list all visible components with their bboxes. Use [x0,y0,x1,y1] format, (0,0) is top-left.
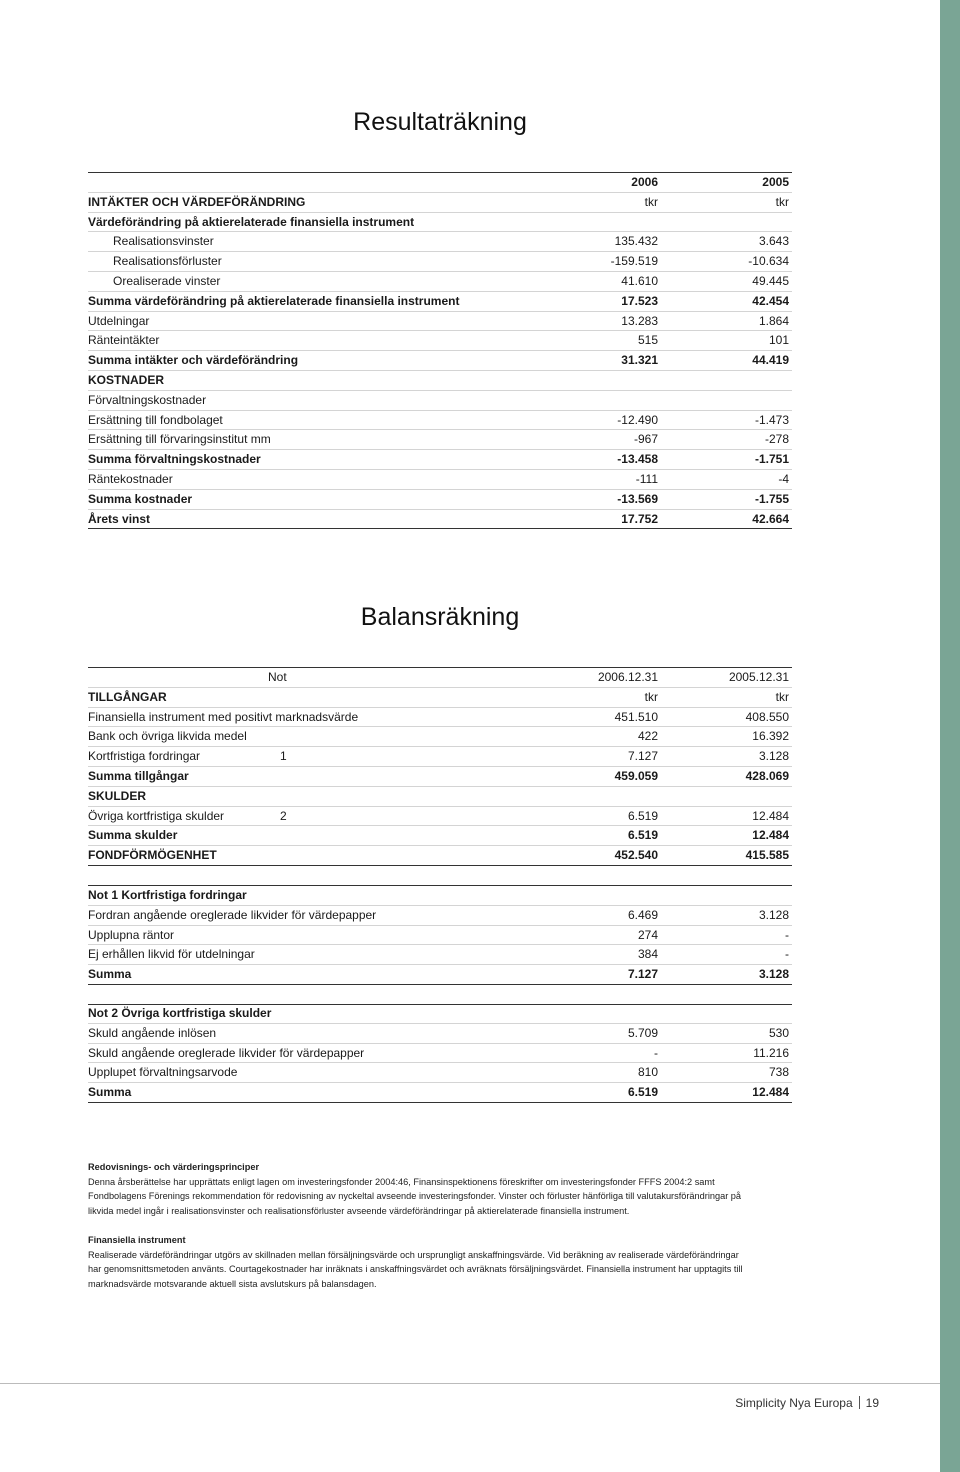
row-label: Övriga kortfristiga skulder [88,808,225,823]
row-value-2005: -278 [764,432,789,447]
principles-line: Denna årsberättelse har upprättats enligt lagen om investeringsfonder 2004:46, Finansinspektionens föreskrifter om investeringsfonder FFFS 2004:2 samt [88,1176,715,1187]
balance-col1-header: 2006.12.31 [597,670,658,684]
row-value-2005: 12.484 [752,1085,789,1100]
row-label: Realisationsvinster [113,234,214,249]
table-row [88,232,792,252]
table-row [88,490,792,510]
row-value-2006: -13.569 [617,491,658,506]
row-label: Årets vinst [88,511,151,526]
row-value-2006: 6.519 [627,808,658,823]
principles-heading: Redovisnings- och värderingsprinciper [88,1162,260,1172]
table-row [88,965,792,985]
row-value-2006: 274 [637,927,658,942]
row-value-2005: -1.755 [754,491,789,506]
principles-block [88,1160,808,1218]
section-heading: Not 1 Kortfristiga fordringar [88,888,247,902]
row-label: Ej erhållen likvid för utdelningar [88,947,255,962]
row-value-2006: 5.709 [627,1025,658,1040]
income-col2-header: 2005 [762,175,789,189]
row-note-ref: 2 [280,808,287,823]
row-label: Finansiella instrument med positivt marknadsvärde [88,709,359,724]
table-row [88,430,792,450]
row-label: Summa tillgångar [88,768,189,783]
row-value-2006: 459.059 [614,768,658,783]
table-row [88,371,792,391]
table-row [88,193,792,213]
row-value-2005: 3.128 [758,907,789,922]
row-label: Summa värdeförändring på aktierelaterade finansiella instrument [88,293,460,308]
row-value-2005: 738 [768,1065,789,1080]
instruments-block [88,1233,808,1291]
row-value-2005: 101 [768,333,789,348]
row-label: FONDFÖRMÖGENHET [88,848,217,863]
row-label: Förvaltningskostnader [88,392,207,407]
row-label: Summa [88,967,132,982]
row-value-2006: -159.519 [610,254,658,269]
row-value-2005: - [785,947,789,962]
balance-title: Balansräkning [360,603,520,631]
row-label: Ersättning till fondbolaget [88,412,223,427]
table-row [88,450,792,470]
row-value-2005: tkr [775,689,789,704]
row-value-2005: 49.445 [752,273,789,288]
row-label: Skuld angående inlösen [88,1025,217,1040]
row-value-2005: 16.392 [752,729,789,744]
row-value-2006: 6.469 [627,907,658,922]
table-row [88,708,792,728]
table-row [88,1063,792,1083]
table-row [88,1083,792,1103]
row-value-2005: 3.643 [758,234,789,249]
table-row [88,312,792,332]
row-value-2006: -13.458 [617,452,658,467]
note1-title [88,886,792,906]
row-value-2006: 422 [637,729,658,744]
table-row [88,292,792,312]
note1-table [88,886,792,985]
table-row [88,510,792,530]
row-value-2005: -10.634 [748,254,789,269]
footer-rule [0,1383,940,1384]
row-label: SKULDER [88,788,147,803]
row-label: Realisationsförluster [113,254,222,269]
row-value-2006: 7.127 [627,749,658,764]
row-value-2005: tkr [775,194,789,209]
table-row [88,1044,792,1064]
row-value-2005: - [785,927,789,942]
row-label: Fordran angående oreglerade likvider för värdepapper [88,907,377,922]
side-accent-bar [940,0,960,1472]
row-value-2006: 135.432 [614,234,658,249]
row-value-2006: 7.127 [627,967,658,982]
row-value-2006: 6.519 [627,1085,658,1100]
table-row [88,906,792,926]
table-row [88,1024,792,1044]
table-row [88,272,792,292]
row-label: Bank och övriga likvida medel [88,729,247,744]
row-label: Räntekostnader [88,471,173,486]
page-footer [735,1396,879,1410]
row-value-2006: -967 [633,432,658,447]
row-value-2005: 530 [768,1025,789,1040]
note2-table [88,1004,792,1103]
row-value-2006: 6.519 [627,828,658,843]
row-value-2006: 384 [637,947,658,962]
row-label: INTÄKTER OCH VÄRDEFÖRÄNDRING [88,194,306,209]
row-label: Kortfristiga fordringar [88,749,201,764]
table-row [88,411,792,431]
table-row [88,787,792,807]
row-value-2005: 3.128 [758,967,789,982]
row-value-2006: 31.321 [621,353,658,368]
row-label: Upplupna räntor [88,927,175,942]
table-row [88,945,792,965]
table-row [88,252,792,272]
row-value-2005: -1.751 [754,452,789,467]
note-col-header: Not [268,670,287,684]
table-row [88,351,792,371]
instruments-heading: Finansiella instrument [88,1235,186,1245]
publication-name: Simplicity Nya Europa [735,1396,853,1410]
row-label: Summa förvaltningskostnader [88,452,261,467]
row-value-2006: -12.490 [617,412,658,427]
row-value-2006: 17.523 [621,293,658,308]
table-row [88,688,792,708]
row-value-2006: 515 [637,333,658,348]
table-row [88,727,792,747]
row-note-ref: 1 [280,749,287,764]
table-row [88,926,792,946]
table-row [88,846,792,866]
table-row [88,331,792,351]
row-label: Summa intäkter och värdeförändring [88,353,299,368]
row-value-2005: 408.550 [745,709,789,724]
row-value-2005: 44.419 [752,353,789,368]
income-header-row [88,173,792,193]
balance-header-row [88,668,792,688]
row-label: TILLGÅNGAR [88,689,167,704]
row-label: Ränteintäkter [88,333,160,348]
principles-line: likvida medel ingår i realisationsvinster och realisationsförluster avseende värdeförändringar på aktierelaterade finansiella instrument. [88,1205,630,1216]
row-value-2005: 3.128 [758,749,789,764]
row-value-2005: 12.484 [752,828,789,843]
row-value-2005: 415.585 [745,848,789,863]
row-label: Summa kostnader [88,491,193,506]
row-value-2005: 11.216 [753,1045,789,1060]
table-row [88,807,792,827]
row-value-2006: 452.540 [614,848,658,863]
section-heading: Not 2 Övriga kortfristiga skulder [88,1006,272,1020]
row-value-2005: -4 [778,471,789,486]
table-row [88,470,792,490]
row-value-2006: 13.283 [621,313,658,328]
row-value-2006: tkr [644,689,658,704]
note2-title [88,1004,792,1024]
row-label: Utdelningar [88,313,150,328]
row-value-2006: 41.610 [621,273,658,288]
row-label: KOSTNADER [88,372,165,387]
instruments-line: har genomsnittsmetoden använts. Courtagekostnader har inräknats i anskaffningsvärdet och avräknats försäljningsvärdet. Finansiella instrument har upptagits till [88,1264,743,1274]
row-label: Värdeförändring på aktierelaterade finansiella instrument [88,214,415,229]
row-value-2006: - [654,1045,658,1060]
footer-divider [859,1396,860,1409]
balance-col2-header: 2005.12.31 [728,670,789,684]
table-row [88,767,792,787]
row-value-2006: 17.752 [621,511,658,526]
row-value-2005: 428.069 [745,768,789,783]
income-title: Resultaträkning [353,108,527,136]
page-number: 19 [865,1396,879,1410]
table-row [88,213,792,233]
instruments-line: marknadsvärde motsvarande aktuell sista avslutskurs på balansdagen. [88,1278,377,1289]
row-value-2005: -1.473 [754,412,789,427]
row-label: Upplupet förvaltningsarvode [88,1065,238,1080]
table-row [88,391,792,411]
income-col1-header: 2006 [631,175,658,189]
row-label: Ersättning till förvaringsinstitut mm [88,432,271,447]
row-label: Summa skulder [88,828,178,843]
row-value-2006: 451.510 [614,709,658,724]
row-value-2005: 42.454 [752,293,789,308]
income-table [88,173,792,529]
row-value-2005: 42.664 [752,511,789,526]
instruments-line: Realiserade värdeförändringar utgörs av skillnaden mellan försäljningsvärde och ursprungligt anskaffningsvärde. Vid beräkning av realiserade värdeförändringar [88,1249,739,1260]
row-value-2006: 810 [637,1065,658,1080]
row-value-2006: tkr [644,194,658,209]
row-value-2005: 12.484 [752,808,789,823]
row-label: Summa [88,1085,132,1100]
row-label: Orealiserade vinster [113,273,221,288]
table-row [88,826,792,846]
principles-line: Fondbolagens Förenings rekommendation för redovisning av nyckeltal avseende investeringsfonder. Vinster och förluster hänförliga till valutakursförändringar på [88,1191,742,1201]
balance-table [88,668,792,866]
row-value-2006: -111 [635,471,658,486]
row-value-2005: 1.864 [758,313,789,328]
row-label: Skuld angående oreglerade likvider för värdepapper [88,1045,365,1060]
table-row [88,747,792,767]
